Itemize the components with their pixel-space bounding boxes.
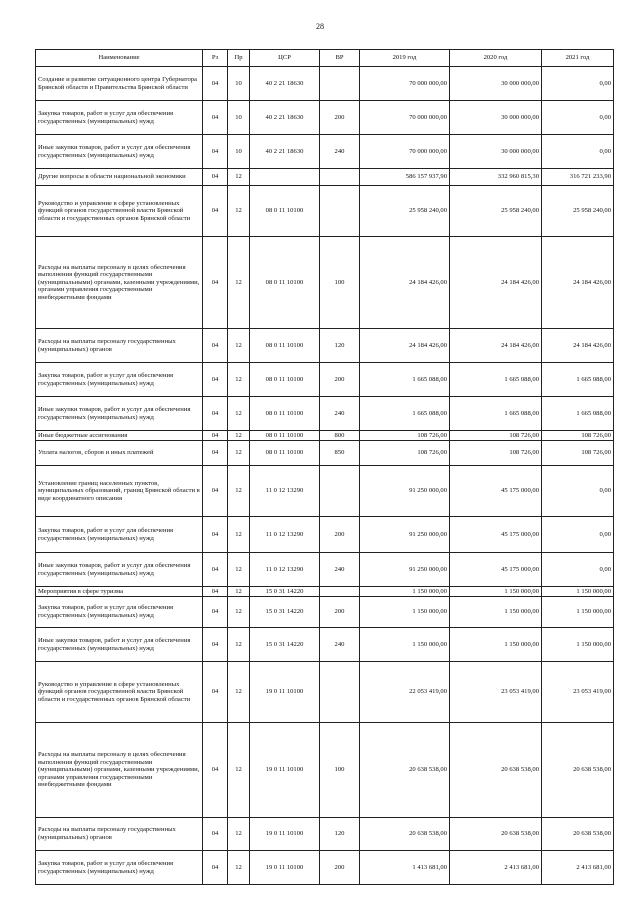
row-name: Иные закупки товаров, работ и услуг для обеспечения государственных (муниципальных) нужд bbox=[36, 628, 203, 662]
row-name: Закупка товаров, работ и услуг для обеспечения государственных (муниципальных) нужд bbox=[36, 101, 203, 135]
row-rz: 04 bbox=[203, 597, 228, 628]
row-vr bbox=[320, 662, 360, 723]
row-name: Руководство и управление в сфере установленных функций органов государственной власти Брянской области и государственных органов Брянской области bbox=[36, 186, 203, 237]
table-row bbox=[36, 851, 614, 885]
row-2019: 91 250 000,00 bbox=[360, 553, 450, 587]
row-2021: 0,00 bbox=[542, 517, 614, 553]
header-name: Наименование bbox=[36, 50, 203, 67]
row-name: Установление границ населенных пунктов, муниципальных образований, границ Брянской области в виде координатного описания bbox=[36, 466, 203, 517]
row-name: Иные закупки товаров, работ и услуг для обеспечения государственных (муниципальных) нужд bbox=[36, 135, 203, 169]
row-name: Уплата налогов, сборов и иных платежей bbox=[36, 441, 203, 466]
row-2021: 24 184 426,00 bbox=[542, 237, 614, 329]
row-csr: 11 0 12 13290 bbox=[250, 517, 320, 553]
row-vr: 240 bbox=[320, 135, 360, 169]
row-rz: 04 bbox=[203, 101, 228, 135]
row-name: Другие вопросы в области национальной экономики bbox=[36, 169, 203, 186]
table-row bbox=[36, 517, 614, 553]
row-rz: 04 bbox=[203, 441, 228, 466]
budget-table bbox=[35, 49, 614, 885]
row-pr: 12 bbox=[228, 237, 250, 329]
row-name: Закупка товаров, работ и услуг для обеспечения государственных (муниципальных) нужд bbox=[36, 517, 203, 553]
row-name: Иные закупки товаров, работ и услуг для обеспечения государственных (муниципальных) нужд bbox=[36, 397, 203, 431]
row-2019: 22 053 419,00 bbox=[360, 662, 450, 723]
row-rz: 04 bbox=[203, 363, 228, 397]
row-2021: 20 638 538,00 bbox=[542, 723, 614, 818]
header-rz: Рз bbox=[203, 50, 228, 67]
header-2019: 2019 год bbox=[360, 50, 450, 67]
row-pr: 12 bbox=[228, 431, 250, 441]
row-2019: 586 157 937,90 bbox=[360, 169, 450, 186]
row-csr: 08 0 11 10100 bbox=[250, 329, 320, 363]
row-vr: 100 bbox=[320, 723, 360, 818]
row-pr: 12 bbox=[228, 169, 250, 186]
header-csr: ЦСР bbox=[250, 50, 320, 67]
row-2020: 45 175 000,00 bbox=[450, 466, 542, 517]
row-pr: 12 bbox=[228, 441, 250, 466]
row-pr: 12 bbox=[228, 662, 250, 723]
row-pr: 12 bbox=[228, 517, 250, 553]
row-2019: 1 150 000,00 bbox=[360, 628, 450, 662]
row-pr: 12 bbox=[228, 587, 250, 597]
row-2020: 23 053 419,00 bbox=[450, 662, 542, 723]
table-row bbox=[36, 363, 614, 397]
row-rz: 04 bbox=[203, 169, 228, 186]
row-vr bbox=[320, 67, 360, 101]
row-2019: 108 726,00 bbox=[360, 441, 450, 466]
row-2020: 1 665 088,00 bbox=[450, 363, 542, 397]
row-pr: 10 bbox=[228, 67, 250, 101]
row-2019: 91 250 000,00 bbox=[360, 466, 450, 517]
row-name: Расходы на выплаты персоналу государственных (муниципальных) органов bbox=[36, 818, 203, 851]
table-row bbox=[36, 237, 614, 329]
table-body bbox=[36, 67, 614, 885]
row-vr: 200 bbox=[320, 597, 360, 628]
row-2020: 24 184 426,00 bbox=[450, 237, 542, 329]
row-rz: 04 bbox=[203, 186, 228, 237]
table-row bbox=[36, 587, 614, 597]
row-vr bbox=[320, 587, 360, 597]
row-pr: 12 bbox=[228, 723, 250, 818]
row-2021: 20 638 538,00 bbox=[542, 818, 614, 851]
row-2019: 1 150 000,00 bbox=[360, 587, 450, 597]
row-name: Руководство и управление в сфере установленных функций органов государственной власти Брянской области и государственных органов Брянской области bbox=[36, 662, 203, 723]
row-rz: 04 bbox=[203, 662, 228, 723]
header-2020: 2020 год bbox=[450, 50, 542, 67]
row-pr: 10 bbox=[228, 135, 250, 169]
row-pr: 12 bbox=[228, 363, 250, 397]
row-2020: 25 958 240,00 bbox=[450, 186, 542, 237]
row-vr: 200 bbox=[320, 851, 360, 885]
row-rz: 04 bbox=[203, 431, 228, 441]
header-vr: ВР bbox=[320, 50, 360, 67]
row-pr: 12 bbox=[228, 553, 250, 587]
row-vr: 240 bbox=[320, 553, 360, 587]
row-2021: 1 665 088,00 bbox=[542, 363, 614, 397]
row-2019: 20 638 538,00 bbox=[360, 818, 450, 851]
table-row bbox=[36, 186, 614, 237]
row-2020: 45 175 000,00 bbox=[450, 553, 542, 587]
table-row bbox=[36, 628, 614, 662]
row-pr: 10 bbox=[228, 101, 250, 135]
table-row bbox=[36, 67, 614, 101]
table-row bbox=[36, 597, 614, 628]
row-rz: 04 bbox=[203, 67, 228, 101]
row-csr: 19 0 11 10100 bbox=[250, 818, 320, 851]
row-pr: 12 bbox=[228, 466, 250, 517]
row-csr: 08 0 11 10100 bbox=[250, 237, 320, 329]
row-2021: 25 958 240,00 bbox=[542, 186, 614, 237]
row-2021: 0,00 bbox=[542, 553, 614, 587]
row-csr: 08 0 11 10100 bbox=[250, 363, 320, 397]
row-2019: 1 665 088,00 bbox=[360, 363, 450, 397]
row-rz: 04 bbox=[203, 587, 228, 597]
row-vr: 200 bbox=[320, 517, 360, 553]
row-2020: 1 150 000,00 bbox=[450, 628, 542, 662]
header-pr: Пр bbox=[228, 50, 250, 67]
table-row bbox=[36, 101, 614, 135]
row-2019: 20 638 538,00 bbox=[360, 723, 450, 818]
row-2021: 24 184 426,00 bbox=[542, 329, 614, 363]
row-2020: 30 000 000,00 bbox=[450, 135, 542, 169]
table-row bbox=[36, 329, 614, 363]
row-2021: 23 053 419,00 bbox=[542, 662, 614, 723]
row-pr: 12 bbox=[228, 186, 250, 237]
table-row bbox=[36, 553, 614, 587]
row-2021: 0,00 bbox=[542, 101, 614, 135]
row-2021: 0,00 bbox=[542, 135, 614, 169]
row-2021: 108 726,00 bbox=[542, 431, 614, 441]
row-rz: 04 bbox=[203, 135, 228, 169]
row-2019: 1 665 088,00 bbox=[360, 397, 450, 431]
row-csr: 19 0 11 10100 bbox=[250, 662, 320, 723]
row-rz: 04 bbox=[203, 553, 228, 587]
row-2019: 70 000 000,00 bbox=[360, 67, 450, 101]
row-rz: 04 bbox=[203, 517, 228, 553]
row-csr: 11 0 12 13290 bbox=[250, 553, 320, 587]
row-2020: 2 413 681,00 bbox=[450, 851, 542, 885]
row-2020: 24 184 426,00 bbox=[450, 329, 542, 363]
row-vr: 200 bbox=[320, 101, 360, 135]
row-name: Расходы на выплаты персоналу в целях обеспечения выполнения функций государственными (муниципальными) органами, казенными учреждениями, органами управления государственными внебюджетными фондами bbox=[36, 723, 203, 818]
row-rz: 04 bbox=[203, 329, 228, 363]
row-2021: 1 150 000,00 bbox=[542, 628, 614, 662]
row-csr: 15 0 31 14220 bbox=[250, 597, 320, 628]
row-2019: 24 184 426,00 bbox=[360, 329, 450, 363]
row-2021: 0,00 bbox=[542, 67, 614, 101]
row-pr: 12 bbox=[228, 818, 250, 851]
row-2019: 25 958 240,00 bbox=[360, 186, 450, 237]
row-2019: 1 413 681,00 bbox=[360, 851, 450, 885]
row-rz: 04 bbox=[203, 818, 228, 851]
table-row bbox=[36, 397, 614, 431]
row-2021: 108 726,00 bbox=[542, 441, 614, 466]
row-2019: 1 150 000,00 bbox=[360, 597, 450, 628]
row-vr: 100 bbox=[320, 237, 360, 329]
row-csr bbox=[250, 169, 320, 186]
row-vr: 240 bbox=[320, 628, 360, 662]
table-row bbox=[36, 818, 614, 851]
row-csr: 11 0 12 13290 bbox=[250, 466, 320, 517]
row-rz: 04 bbox=[203, 851, 228, 885]
row-pr: 12 bbox=[228, 628, 250, 662]
header-row bbox=[36, 50, 614, 67]
row-2020: 20 638 538,00 bbox=[450, 723, 542, 818]
row-vr: 240 bbox=[320, 397, 360, 431]
table-row bbox=[36, 723, 614, 818]
row-pr: 12 bbox=[228, 329, 250, 363]
row-2021: 2 413 681,00 bbox=[542, 851, 614, 885]
row-csr: 15 0 31 14220 bbox=[250, 628, 320, 662]
row-vr: 120 bbox=[320, 329, 360, 363]
table-row bbox=[36, 169, 614, 186]
row-vr bbox=[320, 169, 360, 186]
row-vr: 800 bbox=[320, 431, 360, 441]
row-vr: 120 bbox=[320, 818, 360, 851]
table-row bbox=[36, 135, 614, 169]
row-2020: 45 175 000,00 bbox=[450, 517, 542, 553]
row-vr bbox=[320, 186, 360, 237]
table-row bbox=[36, 431, 614, 441]
row-csr: 19 0 11 10100 bbox=[250, 723, 320, 818]
row-rz: 04 bbox=[203, 723, 228, 818]
row-2020: 332 960 815,30 bbox=[450, 169, 542, 186]
row-2019: 70 000 000,00 bbox=[360, 135, 450, 169]
row-csr: 19 0 11 10100 bbox=[250, 851, 320, 885]
row-csr: 08 0 11 10100 bbox=[250, 397, 320, 431]
row-2021: 1 665 088,00 bbox=[542, 397, 614, 431]
row-csr: 40 2 21 18630 bbox=[250, 135, 320, 169]
row-csr: 40 2 21 18630 bbox=[250, 101, 320, 135]
row-name: Закупка товаров, работ и услуг для обеспечения государственных (муниципальных) нужд bbox=[36, 851, 203, 885]
row-name: Мероприятия в сфере туризма bbox=[36, 587, 203, 597]
row-2020: 1 150 000,00 bbox=[450, 587, 542, 597]
row-2020: 108 726,00 bbox=[450, 431, 542, 441]
row-2020: 30 000 000,00 bbox=[450, 101, 542, 135]
table-row bbox=[36, 441, 614, 466]
row-csr: 40 2 21 18630 bbox=[250, 67, 320, 101]
row-2019: 70 000 000,00 bbox=[360, 101, 450, 135]
page-number: 28 bbox=[316, 22, 324, 31]
row-name: Иные закупки товаров, работ и услуг для обеспечения государственных (муниципальных) нужд bbox=[36, 553, 203, 587]
row-2020: 20 638 538,00 bbox=[450, 818, 542, 851]
row-rz: 04 bbox=[203, 237, 228, 329]
row-2021: 1 150 000,00 bbox=[542, 587, 614, 597]
row-name: Иные бюджетные ассигнования bbox=[36, 431, 203, 441]
row-rz: 04 bbox=[203, 466, 228, 517]
header-2021: 2021 год bbox=[542, 50, 614, 67]
row-csr: 08 0 11 10100 bbox=[250, 441, 320, 466]
row-csr: 15 0 31 14220 bbox=[250, 587, 320, 597]
table-row bbox=[36, 662, 614, 723]
row-vr: 200 bbox=[320, 363, 360, 397]
row-csr: 08 0 11 10100 bbox=[250, 431, 320, 441]
row-pr: 12 bbox=[228, 851, 250, 885]
row-vr bbox=[320, 466, 360, 517]
row-rz: 04 bbox=[203, 397, 228, 431]
table-row bbox=[36, 466, 614, 517]
row-name: Расходы на выплаты персоналу государственных (муниципальных) органов bbox=[36, 329, 203, 363]
row-name: Расходы на выплаты персоналу в целях обеспечения выполнения функций государственными (муниципальными) органами, казенными учреждениями, органами управления государственными внебюджетными фондами bbox=[36, 237, 203, 329]
row-pr: 12 bbox=[228, 597, 250, 628]
row-name: Создание и развитие ситуационного центра Губернатора Брянской области и Правительства Брянской области bbox=[36, 67, 203, 101]
row-2021: 0,00 bbox=[542, 466, 614, 517]
row-2020: 1 150 000,00 bbox=[450, 597, 542, 628]
row-2020: 30 000 000,00 bbox=[450, 67, 542, 101]
row-2019: 24 184 426,00 bbox=[360, 237, 450, 329]
row-2021: 1 150 000,00 bbox=[542, 597, 614, 628]
row-pr: 12 bbox=[228, 397, 250, 431]
row-2019: 108 726,00 bbox=[360, 431, 450, 441]
row-2020: 1 665 088,00 bbox=[450, 397, 542, 431]
row-rz: 04 bbox=[203, 628, 228, 662]
row-name: Закупка товаров, работ и услуг для обеспечения государственных (муниципальных) нужд bbox=[36, 597, 203, 628]
row-vr: 850 bbox=[320, 441, 360, 466]
row-2019: 91 250 000,00 bbox=[360, 517, 450, 553]
row-2021: 316 721 233,90 bbox=[542, 169, 614, 186]
row-csr: 08 0 11 10100 bbox=[250, 186, 320, 237]
row-2020: 108 726,00 bbox=[450, 441, 542, 466]
row-name: Закупка товаров, работ и услуг для обеспечения государственных (муниципальных) нужд bbox=[36, 363, 203, 397]
